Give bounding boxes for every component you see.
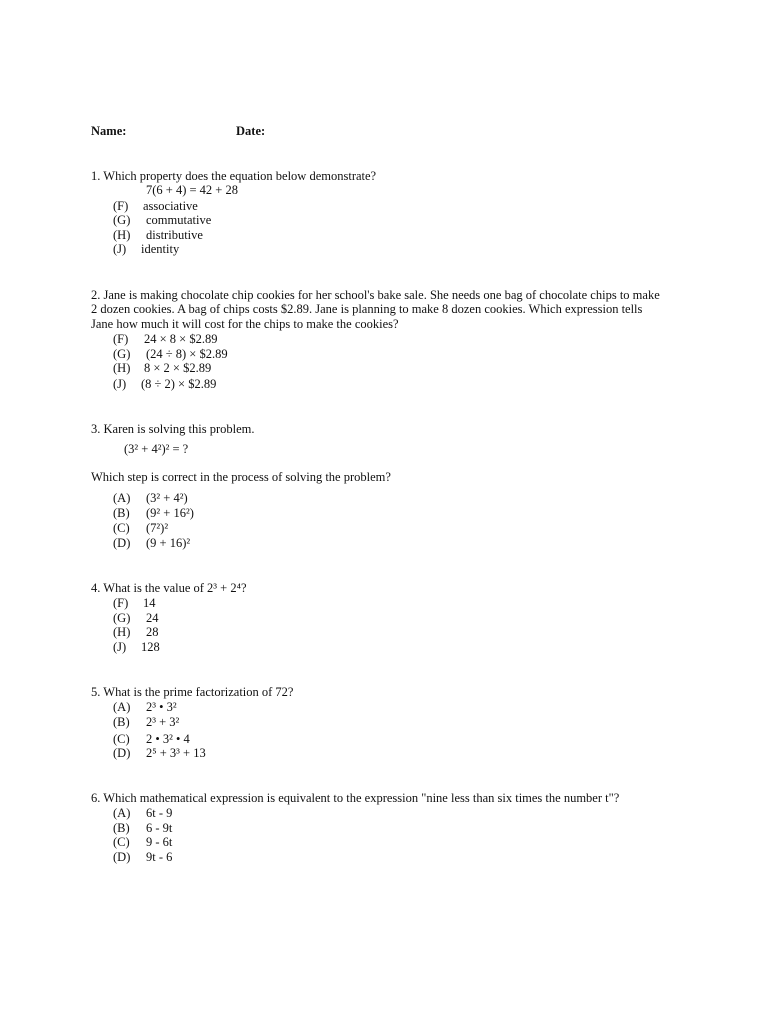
q5-option-d: (D) 2⁵ + 3³ + 13 [113, 746, 206, 760]
q5-prompt: 5. What is the prime factorization of 72? [91, 685, 294, 699]
q5-option-c: (C) 2 • 3² • 4 [113, 732, 190, 746]
q2-option-f: (F) 24 × 8 × $2.89 [113, 332, 218, 346]
q2-line-1: 2. Jane is making chocolate chip cookies for her school's bake sale. She needs one bag of chocolate chips to make [91, 288, 660, 302]
q3-option-c: (C) (7²)² [113, 521, 169, 535]
q4-prompt: 4. What is the value of 2³ + 2⁴? [91, 581, 247, 595]
q6-option-d: (D) 9t - 6 [113, 850, 173, 864]
q2-line-2: 2 dozen cookies. A bag of chips costs $2.89. Jane is planning to make 8 dozen cookies. Which expression tells [91, 302, 643, 316]
q6-option-a: (A) 6t - 9 [113, 806, 173, 820]
q1-equation: 7(6 + 4) = 42 + 28 [146, 183, 238, 197]
q5-option-b: (B) 2³ + 3² [113, 715, 180, 729]
q3-option-a: (A) (3² + 4²) [113, 491, 188, 505]
date-label: Date: [236, 124, 266, 138]
q2-option-h: (H) 8 × 2 × $2.89 [113, 361, 212, 375]
q2-option-j: (J) (8 ÷ 2) × $2.89 [113, 377, 217, 391]
q6-prompt: 6. Which mathematical expression is equivalent to the expression "nine less than six times the number t"? [91, 791, 620, 805]
q5-option-a: (A) 2³ • 3² [113, 700, 177, 714]
q4-option-h: (H) 28 [113, 625, 159, 639]
name-label: Name: [91, 124, 127, 138]
q1-option-j: (J) identity [113, 242, 180, 256]
q1-option-h: (H) distributive [113, 228, 203, 242]
q3-expression: (3² + 4²)² = ? [124, 442, 189, 456]
q3-option-b: (B) (9² + 16²) [113, 506, 194, 520]
q2-option-g: (G) (24 ÷ 8) × $2.89 [113, 347, 228, 361]
q3-option-d: (D) (9 + 16)² [113, 536, 191, 550]
q4-option-j: (J) 128 [113, 640, 160, 654]
q4-option-f: (F) 14 [113, 596, 156, 610]
q1-prompt: 1. Which property does the equation below demonstrate? [91, 169, 377, 183]
q4-option-g: (G) 24 [113, 611, 159, 625]
q1-option-f: (F) associative [113, 199, 198, 213]
q2-line-3: Jane how much it will cost for the chips to make the cookies? [91, 317, 399, 331]
q6-option-c: (C) 9 - 6t [113, 835, 173, 849]
q3-question: Which step is correct in the process of solving the problem? [91, 470, 391, 484]
q6-option-b: (B) 6 - 9t [113, 821, 173, 835]
q1-option-g: (G) commutative [113, 213, 212, 227]
q3-prompt: 3. Karen is solving this problem. [91, 422, 255, 436]
